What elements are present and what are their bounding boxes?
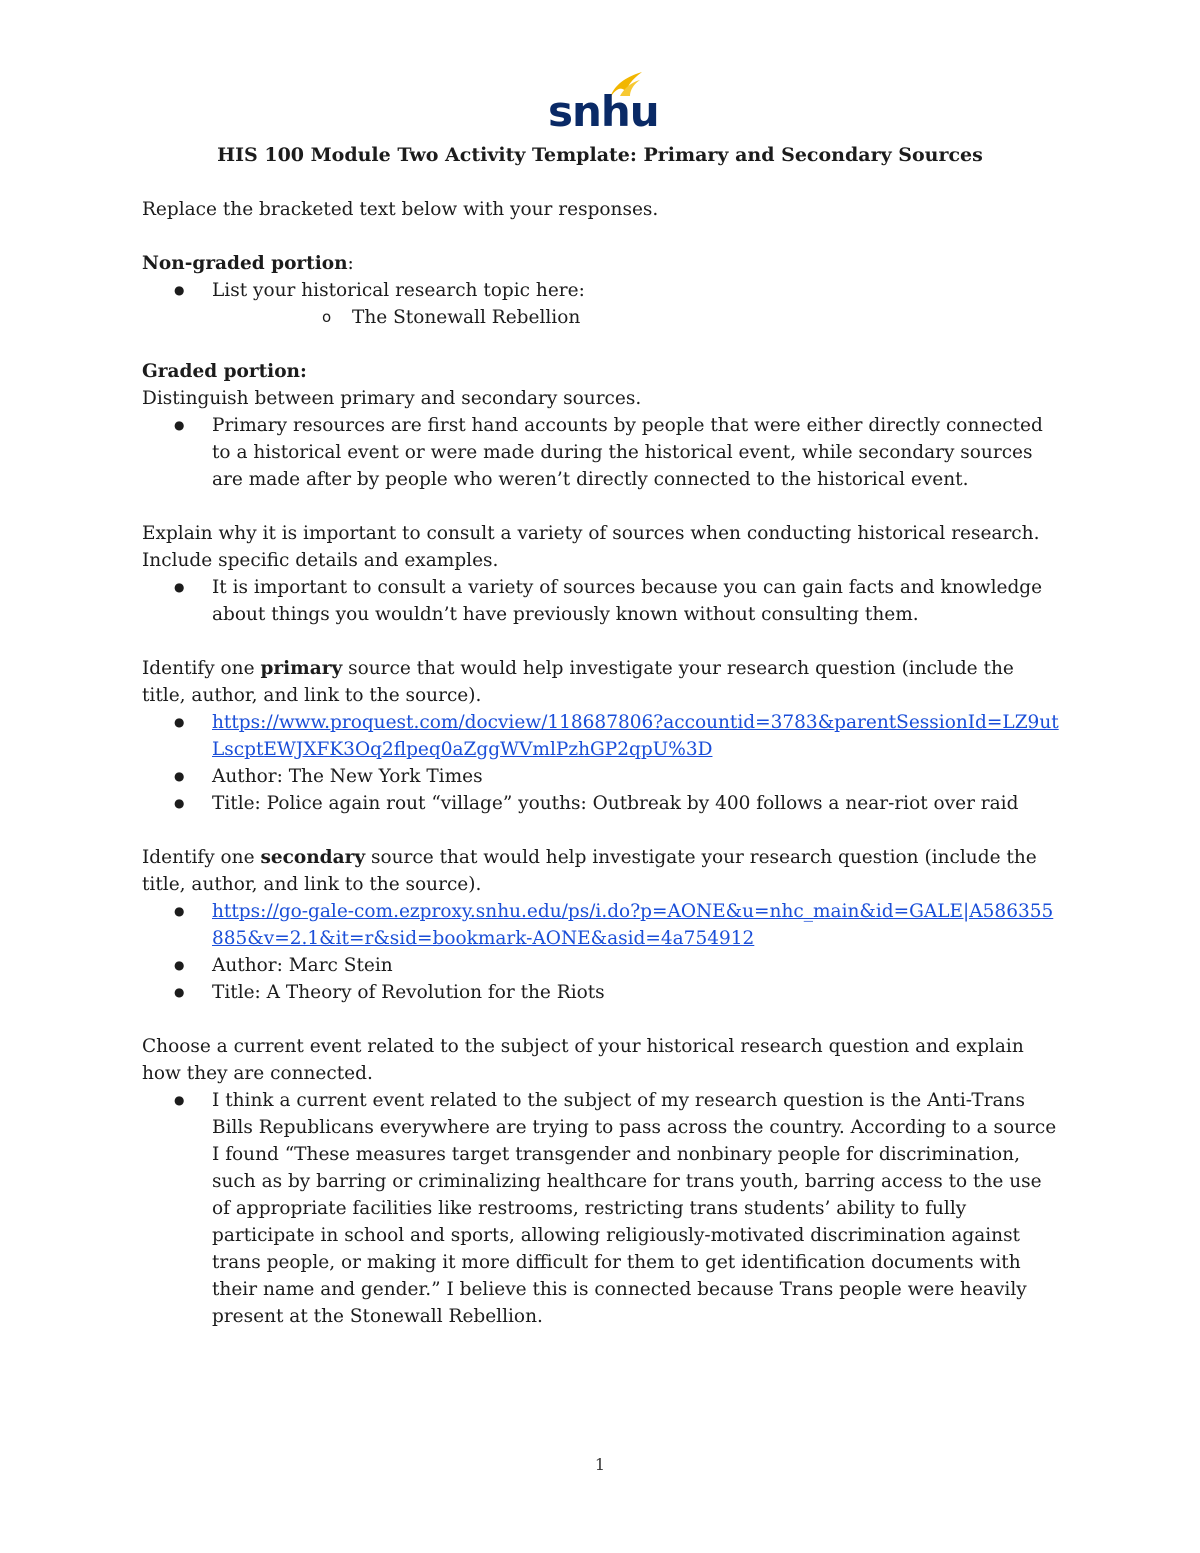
logo-wordmark: snhu: [548, 87, 659, 136]
primary-source-link[interactable]: https://www.proquest.com/docview/118687806?accountid=3783&parentSessionId=LZ9utLscptEWJXFK3Oq2flpeq0aZggWVmlPzhGP2qpU%3D: [212, 712, 1059, 760]
primary-source-author: ● Author: The New York Times: [142, 763, 1062, 790]
q4-pre: Identify one: [142, 847, 261, 868]
list-item: [142, 898, 1062, 952]
q3-post: source that would help investigate your research question (include the title, author, and link to the source).: [142, 658, 1014, 706]
list-item: [142, 277, 1062, 331]
question-1: Distinguish between primary and secondary sources.: [142, 388, 642, 409]
answer-5: ● I think a current event related to the subject of my research question is the Anti-Trans Bills Republicans everywhere are trying to pass across the country. According to a source I found “These measures target transgender and nonbinary people for discrimination, such as by barring or criminalizing healthcare for trans youth, barring access to the use of appropriate facilities like restrooms, restricting trans students’ ability to fully participate in school and sports, allowing religiously-motivated discrimination against trans people, or making it more difficult for them to get identification documents with their name and gender.” I believe this is connected because Trans people were heavily present at the Stonewall Rebellion.: [142, 1087, 1062, 1330]
secondary-source-list: [142, 898, 1062, 1006]
non-graded-colon: :: [347, 253, 354, 274]
topic-answer: o The Stonewall Rebellion: [212, 304, 1062, 331]
answer-1: ● Primary resources are first hand accounts by people that were either directly connected to a historical event or were made during the historical event, while secondary sources are made after by people who weren’t directly connected to the historical event.: [142, 412, 1062, 493]
secondary-source-author: ● Author: Marc Stein: [142, 952, 1062, 979]
document-body: [142, 196, 1062, 1330]
question-3: [142, 655, 1062, 709]
snhu-logo: [548, 70, 659, 136]
document-title: HIS 100 Module Two Activity Template: Primary and Secondary Sources: [217, 144, 983, 166]
graded-heading: Graded portion:: [142, 361, 307, 382]
question-5: Choose a current event related to the subject of your historical research question and explain how they are connected.: [142, 1036, 1024, 1084]
q4-post: source that would help investigate your research question (include the title, author, and link to the source).: [142, 847, 1037, 895]
primary-source-title: ● Title: Police again rout “village” youths: Outbreak by 400 follows a near-riot over raid: [142, 790, 1062, 817]
q3-bold: primary: [260, 658, 343, 679]
question-4: [142, 844, 1062, 898]
intro-text: Replace the bracketed text below with your responses.: [142, 199, 659, 220]
page-number: 1: [594, 1455, 606, 1474]
answer-1-list: [142, 412, 1062, 493]
non-graded-heading: Non-graded portion: [142, 253, 348, 274]
q4-bold: secondary: [260, 847, 366, 868]
primary-source-list: [142, 709, 1062, 817]
secondary-source-title: ● Title: A Theory of Revolution for the Riots: [142, 979, 1062, 1006]
answer-5-list: [142, 1087, 1062, 1330]
non-graded-heading-line: [142, 250, 1062, 277]
question-2: Explain why it is important to consult a variety of sources when conducting historical research. Include specific details and examples.: [142, 523, 1040, 571]
non-graded-list: [142, 277, 1062, 331]
q3-pre: Identify one: [142, 658, 261, 679]
answer-2-list: [142, 574, 1062, 628]
topic-prompt: List your historical research topic here:: [212, 280, 585, 301]
answer-2: ● It is important to consult a variety of sources because you can gain facts and knowledge about things you wouldn’t have previously known without consulting them.: [142, 574, 1062, 628]
list-item: [142, 709, 1062, 763]
topic-sublist: [212, 304, 1062, 331]
secondary-source-link[interactable]: https://go-gale-com.ezproxy.snhu.edu/ps/i.do?p=AONE&u=nhc_main&id=GALE|A586355885&v=2.1&it=r&sid=bookmark-AONE&asid=4a754912: [212, 901, 1054, 949]
